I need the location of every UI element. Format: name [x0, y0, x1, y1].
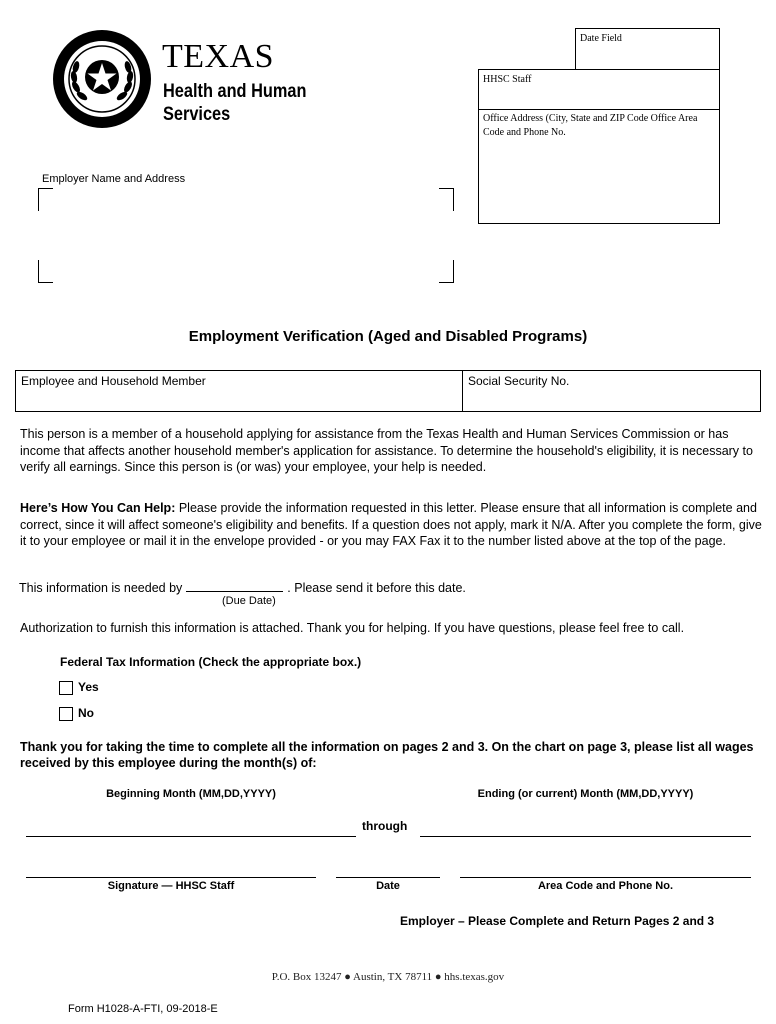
beginning-month-label: Beginning Month (MM,DD,YYYY) — [106, 788, 276, 800]
address-window-corner — [38, 260, 53, 283]
federal-tax-heading: Federal Tax Information (Check the appropriate box.) — [60, 655, 362, 669]
ending-month-input[interactable] — [420, 836, 751, 837]
logo-agency-name — [163, 80, 314, 126]
footer-address: P.O. Box 13247 ● Austin, TX 78711 ● hhs.texas.gov — [271, 971, 505, 983]
intro-paragraph: This person is a member of a household applying for assistance from the Texas Health and Human Services Commission or has income that affects another household member's application for assistance. To determine the household's eligibility, it is necessary to verify all earnings. Since this person is (or was) your employee, your help is needed. — [20, 427, 753, 474]
due-date-input[interactable] — [186, 579, 283, 592]
needed-before-text: This information is needed by — [19, 581, 183, 595]
help-paragraph — [20, 500, 762, 550]
employee-name-label: Employee and Household Member — [21, 374, 206, 388]
signature-label: Signature — HHSC Staff — [107, 880, 235, 892]
employee-name-field[interactable] — [16, 371, 463, 411]
logo-texas-text: TEXAS — [162, 38, 275, 75]
office-address-field[interactable]: Office Address (City, State and ZIP Code Office Area Code and Phone No. — [478, 109, 720, 224]
employee-info-table — [15, 370, 761, 412]
beginning-month-input[interactable] — [26, 836, 356, 837]
logo-line-3: Services — [163, 104, 231, 125]
return-instruction: Employer – Please Complete and Return Pages 2 and 3 — [400, 914, 715, 928]
signature-input[interactable] — [26, 877, 316, 878]
page-title: Employment Verification (Aged and Disabled Programs) — [188, 328, 588, 345]
ssn-label: Social Security No. — [468, 374, 570, 388]
yes-label: Yes — [78, 680, 99, 694]
no-label: No — [78, 706, 94, 720]
texas-seal-logo — [52, 29, 152, 129]
address-window-corner — [38, 188, 53, 211]
ssn-field[interactable] — [463, 371, 760, 411]
form-number: Form H1028-A-FTI, 09-2018-E — [68, 1003, 218, 1015]
wages-instructions: Thank you for taking the time to complete all the information on pages 2 and 3. On the chart on page 3, please list all wages received by this employee during the month(s) of: — [20, 740, 754, 770]
ending-month-label: Ending (or current) Month (MM,DD,YYYY) — [477, 788, 694, 800]
hhsc-staff-field[interactable]: HHSC Staff — [478, 69, 720, 110]
help-lead: Here’s How You Can Help: — [20, 501, 176, 515]
needed-after-text: . Please send it before this date. — [287, 581, 466, 595]
no-option — [59, 706, 94, 721]
address-window-corner — [439, 188, 454, 211]
due-date-label: (Due Date) — [222, 595, 276, 607]
no-checkbox[interactable] — [59, 707, 73, 721]
date-field[interactable]: Date Field — [575, 28, 720, 70]
address-window-corner — [439, 260, 454, 283]
yes-checkbox[interactable] — [59, 681, 73, 695]
phone-input[interactable] — [460, 877, 751, 878]
date-input[interactable] — [336, 877, 440, 878]
logo-line-2: Health and Human — [163, 81, 307, 102]
date-label: Date — [376, 880, 400, 892]
yes-option — [59, 680, 99, 695]
phone-label: Area Code and Phone No. — [537, 880, 674, 892]
through-text: through — [362, 819, 408, 833]
employer-address-label: Employer Name and Address — [42, 173, 186, 185]
due-date-line — [19, 579, 466, 595]
authorization-text: Authorization to furnish this information is attached. Thank you for helping. If you have questions, please feel free to call. — [20, 621, 685, 635]
office-info-box — [478, 28, 720, 224]
help-body: Please provide the information requested in this letter. Please ensure that all information is complete and correct, since it will affect someone's eligibility and benefits. If a question does not apply, mark it N/A. After you complete the form, give it to your employee or mail it in the envelope provided - or you may FAX Fax it to the number listed above at the top of the page. — [20, 501, 762, 548]
